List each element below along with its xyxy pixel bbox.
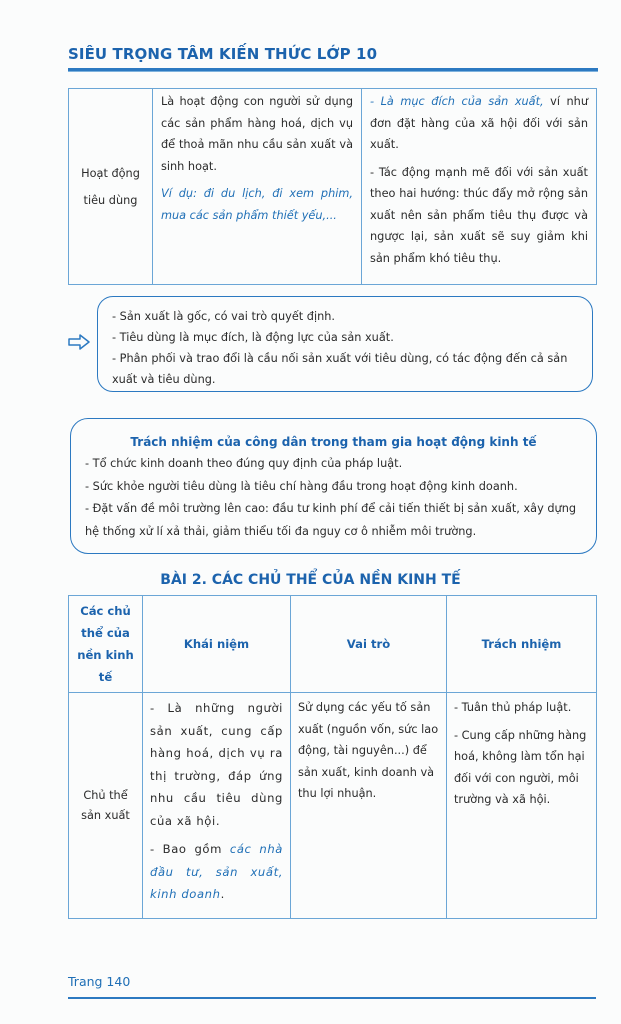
footer-rule <box>68 997 596 999</box>
activity-name-line: tiêu dùng <box>83 193 138 207</box>
column-header-subject: Các chủ thể của nền kinh tế <box>69 596 143 693</box>
example-text: Ví dụ: đi du lịch, đi xem phim, mua các sản phẩm thiết yếu,... <box>161 187 353 222</box>
table-header-row <box>69 596 597 693</box>
consumption-table <box>68 88 597 285</box>
concept-includes-suffix: . <box>220 887 225 901</box>
responsibility-line: - Đặt vấn đề môi trường lên cao: đầu tư kinh phí để cải tiến thiết bị sản xuất, xây dựng hệ thống xử lí xả thải, giảm thiểu tối đa nguy cơ ô nhiễm môi trường. <box>85 502 577 538</box>
column-header-role: Vai trò <box>291 596 447 693</box>
concept-includes-emphasis: các nhà đầu tư, sản xuất, kinh doanh <box>150 842 283 901</box>
subject-cell <box>69 693 143 919</box>
table-row <box>69 693 597 919</box>
summary-line: - Sản xuất là gốc, có vai trò quyết định. <box>112 310 336 323</box>
right-arrow-icon <box>68 334 90 350</box>
concept-includes <box>150 838 283 906</box>
page-number: Trang 140 <box>68 974 131 989</box>
responsibility-text: - Tuân thủ pháp luật. <box>454 701 572 714</box>
role-cell <box>362 89 597 285</box>
activity-name-cell <box>69 89 153 285</box>
concept-cell <box>143 693 291 919</box>
role-paragraph-1 <box>370 91 588 156</box>
role-emphasis: - Là mục đích của sản xuất, <box>370 95 544 108</box>
concept-text: Là hoạt động con người sử dụng các sản phẩm hàng hoá, dịch vụ để thoả mãn nhu cầu sản xuất và sinh hoạt. <box>161 95 353 173</box>
responsibility-cell <box>447 693 597 919</box>
column-header-concept: Khái niệm <box>143 596 291 693</box>
concept-text: - Là những người sản xuất, cung cấp hàng hoá, dịch vụ ra thị trường, đáp ứng nhu cầu tiêu dùng của xã hội. <box>150 701 283 828</box>
activity-name-line: Hoạt động <box>81 166 140 180</box>
concept-cell <box>153 89 362 285</box>
running-header-title: SIÊU TRỌNG TÂM KIẾN THỨC LỚP 10 <box>68 45 378 63</box>
responsibility-text: - Cung cấp những hàng hoá, không làm tổn hại đối với con người, môi trường và xã hội. <box>454 728 587 806</box>
subject-line: Chủ thể <box>83 788 128 802</box>
concept-includes-prefix: - Bao gồm <box>150 842 230 856</box>
section-title: BÀI 2. CÁC CHỦ THỂ CỦA NỀN KINH TẾ <box>160 572 461 588</box>
economic-subjects-table <box>68 595 597 919</box>
responsibility-box <box>70 418 597 554</box>
subject-line: sản xuất <box>81 808 130 822</box>
role-text: Sử dụng các yếu tố sản xuất (nguồn vốn, sức lao động, tài nguyên...) để sản xuất, kinh doanh và thu lợi nhuận. <box>298 701 439 800</box>
summary-line: - Tiêu dùng là mục đích, là động lực của sản xuất. <box>112 331 394 344</box>
table-row <box>69 89 597 285</box>
summary-box <box>97 296 593 392</box>
summary-line: - Phân phối và trao đổi là cầu nối sản xuất với tiêu dùng, có tác động đến cả sản xuất và tiêu dùng. <box>112 352 568 386</box>
column-header-responsibility: Trách nhiệm <box>447 596 597 693</box>
responsibility-line: - Sức khỏe người tiêu dùng là tiêu chí hàng đầu trong hoạt động kinh doanh. <box>85 479 518 493</box>
header-rule <box>68 68 598 72</box>
responsibility-line: - Tổ chức kinh doanh theo đúng quy định của pháp luật. <box>85 457 403 470</box>
responsibility-box-title: Trách nhiệm của công dân trong tham gia hoạt động kinh tế <box>130 435 537 449</box>
role-paragraph-2: - Tác động mạnh mẽ đối với sản xuất theo hai hướng: thúc đẩy mở rộng sản xuất nên sản phẩm tiêu thụ được và ngược lại, sản xuất sẽ suy giảm khi sản phẩm khó tiêu thụ. <box>370 165 588 265</box>
role-cell <box>291 693 447 919</box>
role-text: ví như đơn đặt hàng của xã hội đối với sản xuất. <box>370 95 588 151</box>
